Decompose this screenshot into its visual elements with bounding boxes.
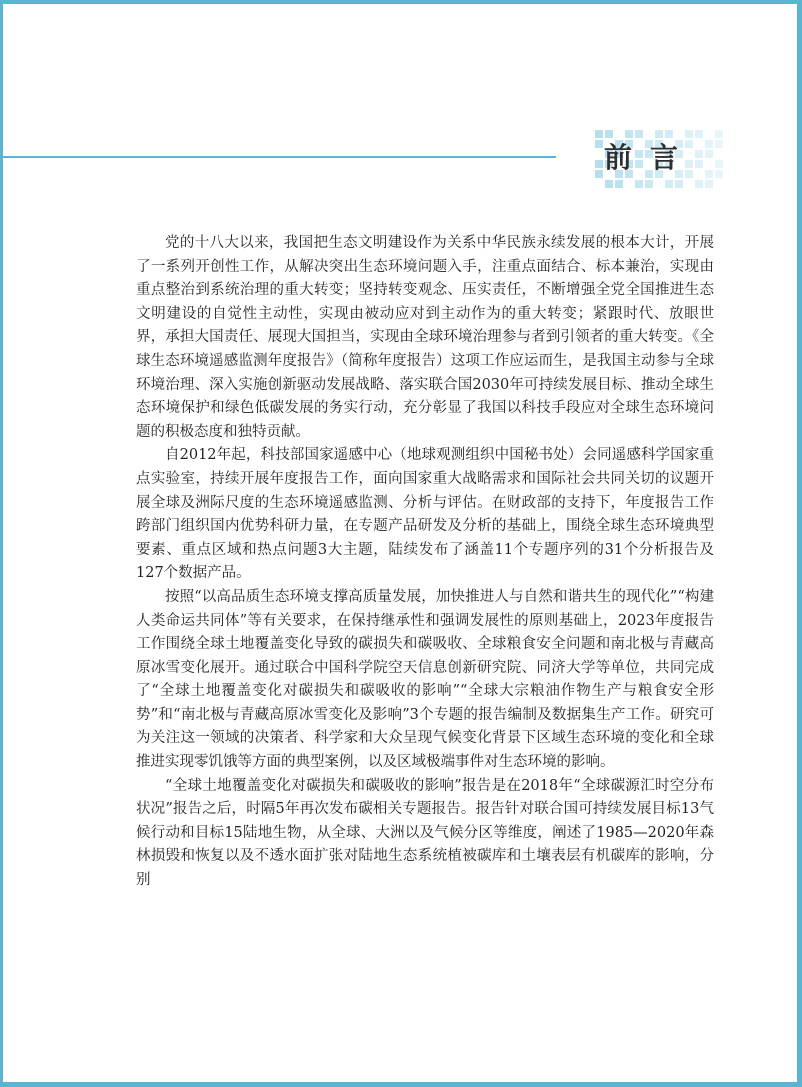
decorative-square xyxy=(705,180,713,188)
decorative-square xyxy=(705,150,713,158)
decorative-square xyxy=(695,130,703,138)
decorative-square xyxy=(675,180,683,188)
decorative-square xyxy=(705,170,713,178)
decorative-square xyxy=(595,160,603,168)
header-rule xyxy=(0,156,556,158)
decorative-square xyxy=(695,160,703,168)
paragraph: 自2012年起，科技部国家遥感中心（地球观测组织中国秘书处）会同遥感科学国家重点实验室，持续开展年度报告工作，面向国家重大战略需求和国际社会共同关切的议题开展全球及洲际尺度的生态环境遥感监测、分析与评估。在财政部的支持下，年度报告工作跨部门组织国内优势科研力量，在专题产品研发及分析的基础上，围绕全球生态环境典型要素、重点区域和热点问题3大主题，陆续发布了涵盖11个专题序列的31个分析报告及127个数据产品。 xyxy=(136,447,714,582)
decorative-square xyxy=(615,180,623,188)
decorative-square xyxy=(595,130,603,138)
decorative-square xyxy=(685,130,693,138)
decorative-square xyxy=(595,140,603,148)
paragraph: 按照“以高品质生态环境支撑高质量发展，加快推进人与自然和谐共生的现代化”“构建人类命运共同体”等有关要求，在保持继承性和强调发展性的原则基础上，2023年度报告工作围绕全球土地覆盖变化导致的碳损失和碳吸收、全球粮食安全问题和南北极与青藏高原冰雪变化展开。通过联合中国科学院空天信息创新研究院、同济大学等单位，共同完成了“全球土地覆盖变化对碳损失和碳吸收的影响”“全球大宗粮油作物生产与粮食安全形势”和“南北极与青藏高原冰雪变化及影响”3个专题的报告编制及数据集生产工作。研究可为关注这一领域的决策者、科学家和大众呈现气候变化背景下区域生态环境的变化和全球推进实现零饥饿等方面的典型案例，以及区域极端事件对生态环境的影响。 xyxy=(136,588,714,771)
decorative-square xyxy=(715,160,723,168)
decorative-square xyxy=(645,180,653,188)
paragraph: 党的十八大以来，我国把生态文明建设作为关系中华民族永续发展的根本大计，开展了一系列开创性工作，从解决突出生态环境问题入手，注重点面结合、标本兼治，实现由重点整治到系统治理的重大转变；坚持转变观念、压实责任，不断增强全党全国推进生态文明建设的自觉性主动性，实现由被动应对到主动作为的重大转变；紧跟时代、放眼世界，承担大国责任、展现大国担当，实现由全球环境治理参与者到引领者的重大转变。《全球生态环境遥感监测年度报告》（简称年度报告）这项工作应运而生，是我国主动参与全球环境治理、深入实施创新驱动发展战略、落实联合国2030年可持续发展目标、推动全球生态环境保护和绿色低碳发展的务实行动，充分彰显了我国以科技手段应对全球生态环境问题的积极态度和独特贡献。 xyxy=(136,235,714,440)
page-title: 前言 xyxy=(604,141,697,174)
decorative-square xyxy=(625,130,633,138)
page-border-bottom xyxy=(0,1082,802,1087)
decorative-square xyxy=(695,150,703,158)
decorative-square xyxy=(655,130,663,138)
page-border-top xyxy=(0,0,802,4)
decorative-square xyxy=(715,140,723,148)
page-border-left xyxy=(0,0,3,1087)
paragraph: “全球土地覆盖变化对碳损失和碳吸收的影响”报告是在2018年“全球碳源汇时空分布状况”报告之后，时隔5年再次发布碳相关专题报告。报告针对联合国可持续发展目标13气候行动和目标15陆地生物，从全球、大洲以及气候分区等维度，阐述了1985—2020年森林损毁和恢复以及不透水面扩张对陆地生态系统植被碳库和土壤表层有机碳库的影响，分别 xyxy=(136,777,714,889)
decorative-square xyxy=(715,170,723,178)
decorative-square xyxy=(715,130,723,138)
decorative-square xyxy=(595,170,603,178)
decorative-square xyxy=(605,180,613,188)
decorative-square xyxy=(635,130,643,138)
decorative-square xyxy=(665,130,673,138)
decorative-square xyxy=(635,180,643,188)
page-border-right xyxy=(797,0,802,1087)
decorative-square xyxy=(705,140,713,148)
body-text xyxy=(136,232,714,893)
decorative-square xyxy=(605,130,613,138)
decorative-square xyxy=(695,180,703,188)
decorative-square xyxy=(665,180,673,188)
